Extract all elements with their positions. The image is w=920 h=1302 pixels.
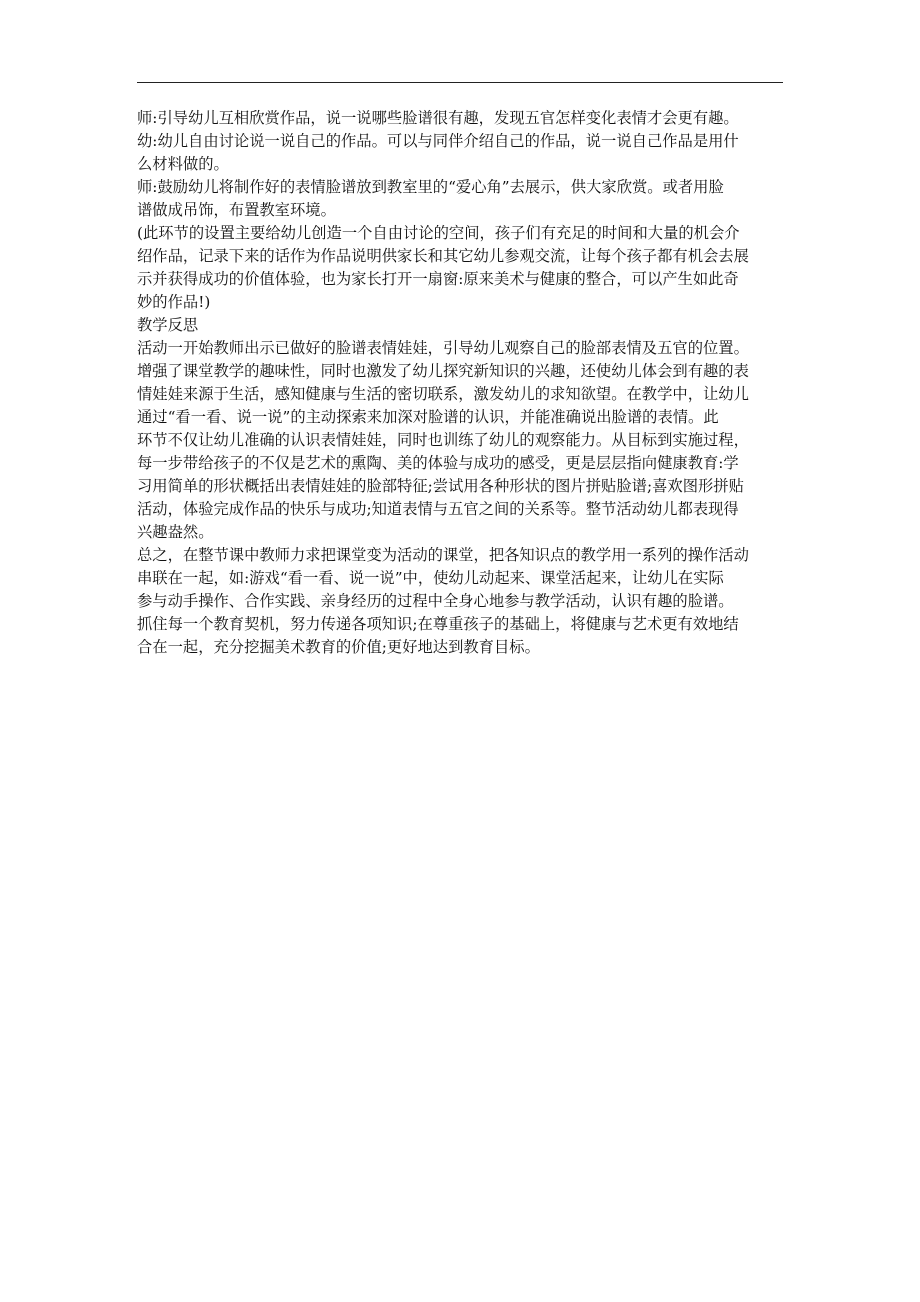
section-heading-reflection: 教学反思 [137,316,199,334]
paragraph-teacher-encourage: 师:鼓励幼儿将制作好的表情脸谱放到教室里的“爱心角”去展示，供大家欣赏。或者用脸 谱做成吊饰，布置教室环境。 [137,178,724,219]
header-rule [137,82,783,83]
paragraph-design-note: (此环节的设置主要给幼儿创造一个自由讨论的空间，孩子们有充足的时间和大量的机会介 绍作品，记录下来的话作为作品说明供家长和其它幼儿参观交流，让每个孩子都有机会去展 示并获得成功的价值体验，也为家长打开一扇窗:原来美术与健康的整合，可以产生如此奇 妙的作品!) [137,224,749,311]
paragraph-conclusion: 抓住每一个教育契机，努力传递各项知识;在尊重孩子的基础上，将健康与艺术更有效地结 合在一起，充分挖掘美术教育的价值;更好地达到教育目标。 [137,615,739,656]
paragraph-children-discuss: 幼:幼儿自由讨论说一说自己的作品。可以与同伴介绍自己的作品，说一说自己作品是用什 么材料做的。 [137,132,739,173]
paragraph-reflection-body: 活动一开始教师出示已做好的脸谱表情娃娃，引导幼儿观察自己的脸部表情及五官的位置。 增强了课堂教学的趣味性，同时也激发了幼儿探究新知识的兴趣，还使幼儿体会到有趣的表 情娃娃来源于生活，感知健康与生活的密切联系，激发幼儿的求知欲望。在教学中，让幼儿 通过“看一看、说一说”的主动探索来加深对脸谱的认识，并能准确说出脸谱的表情。此 环节不仅让幼儿准确的认识表情娃娃，同时也训练了幼儿的观察能力。从目标到实施过程， 每一步带给孩子的不仅是艺术的熏陶、美的体验与成功的感受，更是层层指向健康教育:学 习用简单的形状概括出表情娃娃的脸部特征;尝试用各种形状的图片拼贴脸谱;喜欢图形拼贴 活动，体验完成作品的快乐与成功;知道表情与五官之间的关系等。整节活动幼儿都表现得 兴趣盎然。 [137,339,749,541]
document-body [137,107,792,659]
paragraph-summary: 总之，在整节课中教师力求把课堂变为活动的课堂，把各知识点的教学用一系列的操作活动 串联在一起，如:游戏“看一看、说一说”中，使幼儿动起来、课堂活起来，让幼儿在实际 参与动手操作、合作实践、亲身经历的过程中全身心地参与教学活动，认识有趣的脸谱。 [137,546,749,610]
paragraph-teacher-guide: 师:引导幼儿互相欣赏作品，说一说哪些脸谱很有趣，发现五官怎样变化表情才会更有趣。 [137,109,739,127]
